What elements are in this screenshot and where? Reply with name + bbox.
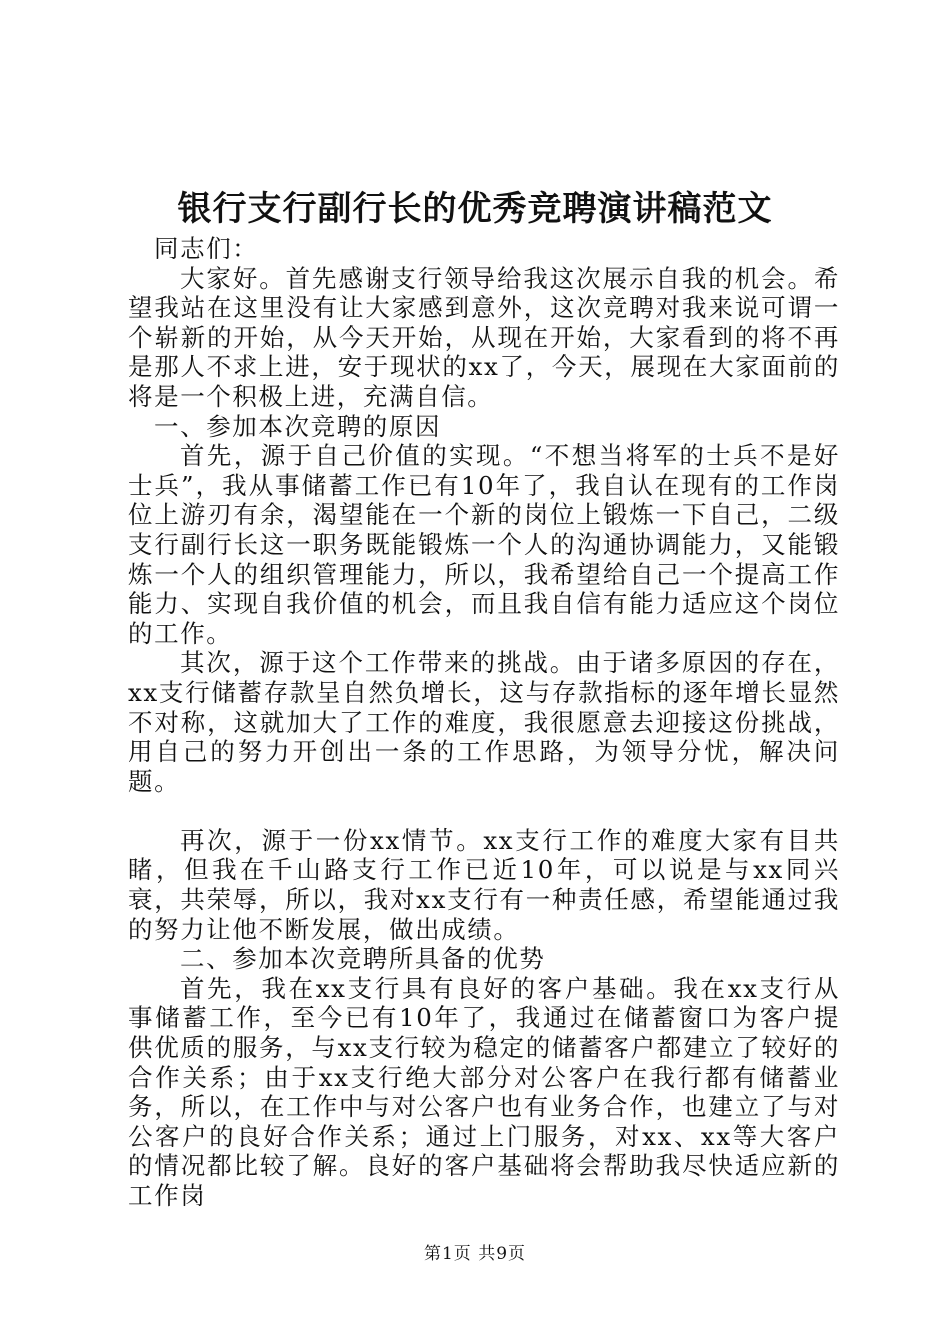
salutation: 同志们：: [154, 234, 259, 263]
paragraph-advantage-first: 首先，我在xx支行具有良好的客户基础。我在xx支行从事储蓄工作，至今已有10年了，我通过在储蓄窗口为客户提供优质的服务，与xx支行较为稳定的储蓄客户都建立了较好的合作关系；由于xx支行绝大部分对公客户在我行都有储蓄业务，所以，在工作中与对公客户也有业务合作，也建立了与对公客户的良好合作关系；通过上门服务，对xx、xx等大客户的情况都比较了解。良好的客户基础将会帮助我尽快适应新的工作岗: [128, 973, 840, 1210]
document-title: 银行支行副行长的优秀竞聘演讲稿范文: [177, 189, 773, 229]
section-heading-reasons: 一、参加本次竞聘的原因: [154, 411, 442, 441]
paragraph-reason-second: 其次，源于这个工作带来的挑战。由于诸多原因的存在，xx支行储蓄存款呈自然负增长，这与存款指标的逐年增长显然不对称，这就加大了工作的难度，我很愿意去迎接这份挑战，用自己的努力开创出一条的工作思路，为领导分忧，解决问题。: [128, 648, 840, 796]
document-body: [128, 234, 840, 1211]
paragraph-intro: 大家好。首先感谢支行领导给我这次展示自我的机会。希望我站在这里没有让大家感到意外，这次竞聘对我来说可谓一个崭新的开始，从今天开始，从现在开始，大家看到的将不再是那人不求上进，安于现状的xx了，今天，展现在大家面前的将是一个积极上进，充满自信。: [128, 263, 840, 411]
paragraph-reason-first: 首先，源于自己价值的实现。“不想当将军的士兵不是好士兵”，我从事储蓄工作已有10年了，我自认在现有的工作岗位上游刃有余，渴望能在一个新的岗位上锻炼一下自己，二级支行副行长这一职务既能锻炼一个人的沟通协调能力，又能锻炼一个人的组织管理能力，所以，我希望给自己一个提高工作能力、实现自我价值的机会，而且我自信有能力适应这个岗位的工作。: [128, 441, 840, 648]
page-footer: 第1页 共9页: [423, 1244, 527, 1264]
paragraph-reason-third: 再次，源于一份xx情节。xx支行工作的难度大家有目共睹，但我在千山路支行工作已近10年，可以说是与xx同兴衰，共荣辱，所以，我对xx支行有一种责任感，希望能通过我的努力让他不断发展，做出成绩。: [128, 825, 840, 944]
section-heading-advantages: 二、参加本次竞聘所具备的优势: [180, 944, 546, 974]
